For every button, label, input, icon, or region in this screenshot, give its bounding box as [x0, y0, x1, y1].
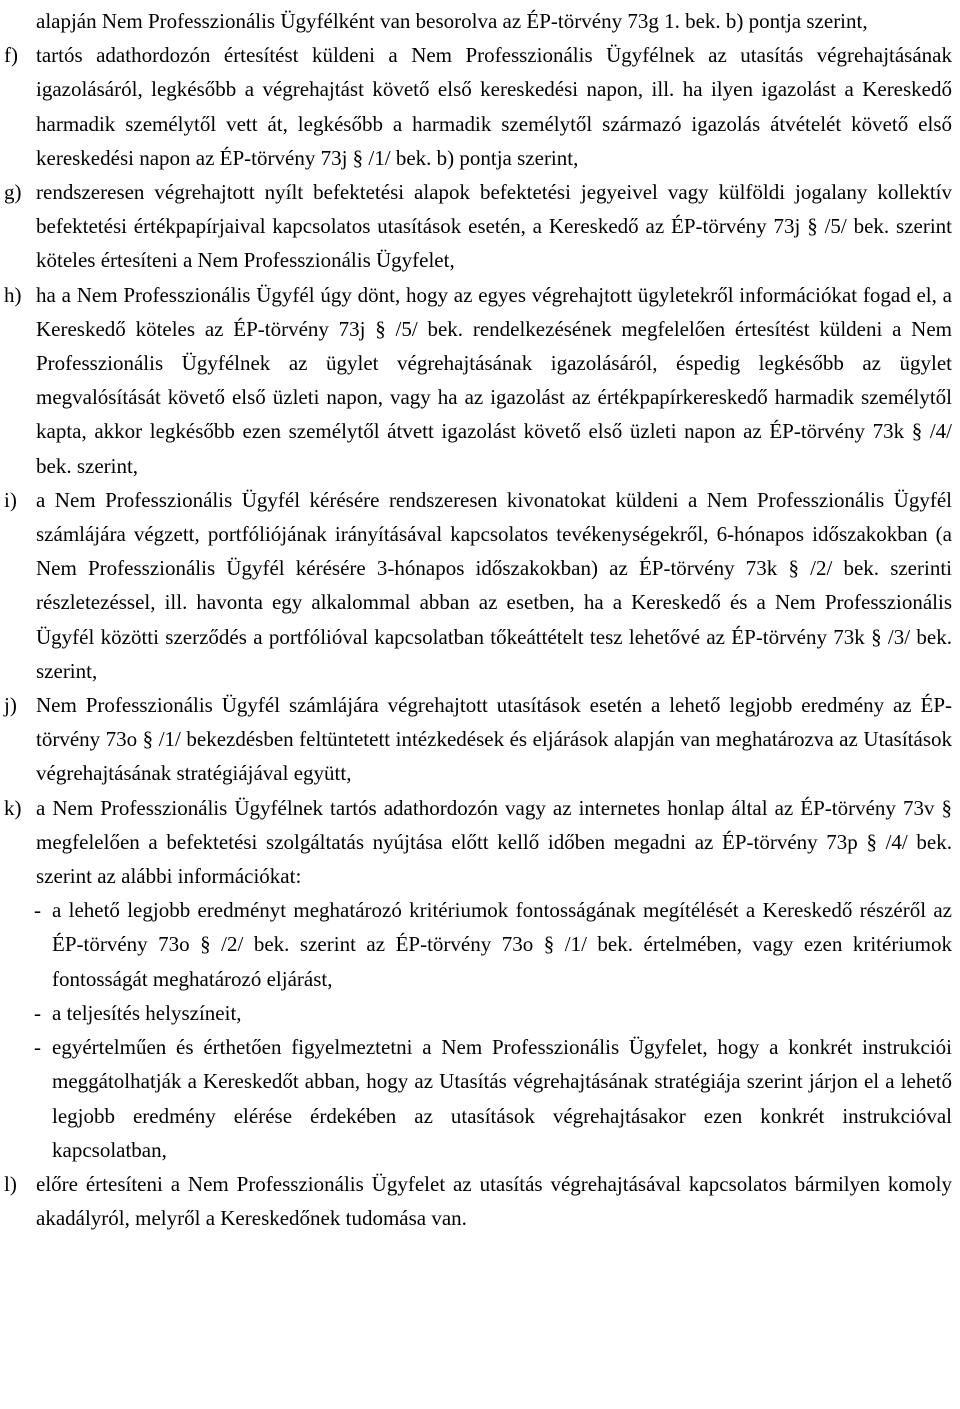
item-text: a Nem Professzionális Ügyfél kérésére rendszeresen kivonatokat küldeni a Nem Professzionális Ügyfél számlájára végzett, portfóliójának irányításával kapcsolatos tevékenységekről, 6-hónapos időszakokban (a Nem Professzionális Ügyfél kérésére 3-hónapos időszakokban) az ÉP-törvény 73k § /2/ bek. szerinti részletezéssel, ill. havonta egy alkalommal abban az esetben, ha a Kereskedő és a Nem Professzionális Ügyfél közötti szerződés a portfólióval kapcsolatban tőkeáttételt tesz lehetővé az ÉP-törvény 73k § /3/ bek. szerint, [36, 487, 952, 683]
sub-item-text: egyértelműen és érthetően figyelmeztetni a Nem Professzionális Ügyfelet, hogy a konkrét instrukciói meggátolhatják a Kereskedőt abban, hogy az Utasítás végrehajtásának stratégiája szerint járjon el a lehető legjobb eredmény elérése érdekében az utasítások végrehajtásakor ezen konkrét instrukcióval kapcsolatban, [52, 1035, 952, 1162]
continuation-paragraph: alapján Nem Professzionális Ügyfélként van besorolva az ÉP-törvény 73g 1. bek. b) pontja szerint, [36, 9, 868, 33]
sub-item-warning [36, 1030, 952, 1167]
item-text: rendszeresen végrehajtott nyílt befektetési alapok befektetési jegyeivel vagy külföldi jogalany kollektív befektetési értékpapírjaival kapcsolatos utasítások esetén, a Kereskedő az ÉP-törvény 73j § /5/ bek. szerint köteles értesíteni a Nem Professzionális Ügyfelet, [36, 180, 952, 273]
sub-item-text: a lehető legjobb eredményt meghatározó kritériumok fontosságának megítélését a Kereskedő részéről az ÉP-törvény 73o § /2/ bek. szerint az ÉP-törvény 73o § /1/ bek. értelmében, vagy ezen kritériumok fontosságát meghatározó eljárást, [52, 898, 952, 991]
list-item-k [4, 791, 952, 894]
list-item-l [4, 1167, 952, 1235]
sub-item-venues [36, 996, 952, 1030]
item-label: g) [4, 180, 22, 205]
item-label: k) [4, 795, 22, 820]
list-item-i [4, 483, 952, 688]
item-label: i) [4, 487, 17, 512]
list-item-g [4, 175, 952, 278]
item-text: Nem Professzionális Ügyfél számlájára végrehajtott utasítások esetén a lehető legjobb eredmény az ÉP-törvény 73o § /1/ bekezdésben feltüntetett intézkedések és eljárások alapján van meghatározva az Utasítások végrehajtásának stratégiájával együtt, [36, 693, 952, 786]
sub-item-criteria [36, 893, 952, 996]
item-label: h) [4, 282, 22, 307]
item-text: a Nem Professzionális Ügyfélnek tartós adathordozón vagy az internetes honlap által az ÉP-törvény 73v § megfelelően a befektetési szolgáltatás nyújtása előtt kellő időben megadni az ÉP-törvény 73p § /4/ bek. szerint az alábbi információkat: [36, 795, 952, 889]
item-text: előre értesíteni a Nem Professzionális Ügyfelet az utasítás végrehajtásával kapcsolatos bármilyen komoly akadályról, melyről a Kereskedőnek tudomása van. [36, 1171, 952, 1231]
item-label: f) [4, 43, 18, 68]
dash-bullet: - [34, 1000, 41, 1025]
item-label: l) [4, 1171, 17, 1196]
item-label: j) [4, 693, 17, 718]
sub-item-text: a teljesítés helyszíneit, [52, 1000, 242, 1025]
item-text: tartós adathordozón értesítést küldeni a Nem Professzionális Ügyfélnek az utasítás végrehajtásának igazolásáról, legkésőbb a végrehajtást követő első kereskedési napon, ill. ha ilyen igazolást a Kereskedő harmadik személytől vett át, legkésőbb a harmadik személytől származó igazolás átvételét követő első kereskedési napon az ÉP-törvény 73j § /1/ bek. b) pontja szerint, [36, 43, 952, 170]
item-text: ha a Nem Professzionális Ügyfél úgy dönt, hogy az egyes végrehajtott ügyletekről információkat fogad el, a Kereskedő köteles az ÉP-törvény 73j § /5/ bek. rendelkezésének megfelelően értesítést küldeni a Nem Professzionális Ügyfélnek az ügylet végrehajtásának igazolásáról, éspedig legkésőbb az ügylet megvalósítását követő első üzleti napon, vagy ha az igazolást az értékpapírkereskedő harmadik személytől kapta, akkor legkésőbb ezen személytől átvett igazolást követő első üzleti napon az ÉP-törvény 73k § /4/ bek. szerint, [36, 282, 952, 478]
dash-bullet: - [34, 1035, 41, 1060]
dash-bullet: - [34, 898, 41, 923]
list-item-h [4, 278, 952, 483]
list-item-f [4, 38, 952, 175]
list-item-j [4, 688, 952, 791]
